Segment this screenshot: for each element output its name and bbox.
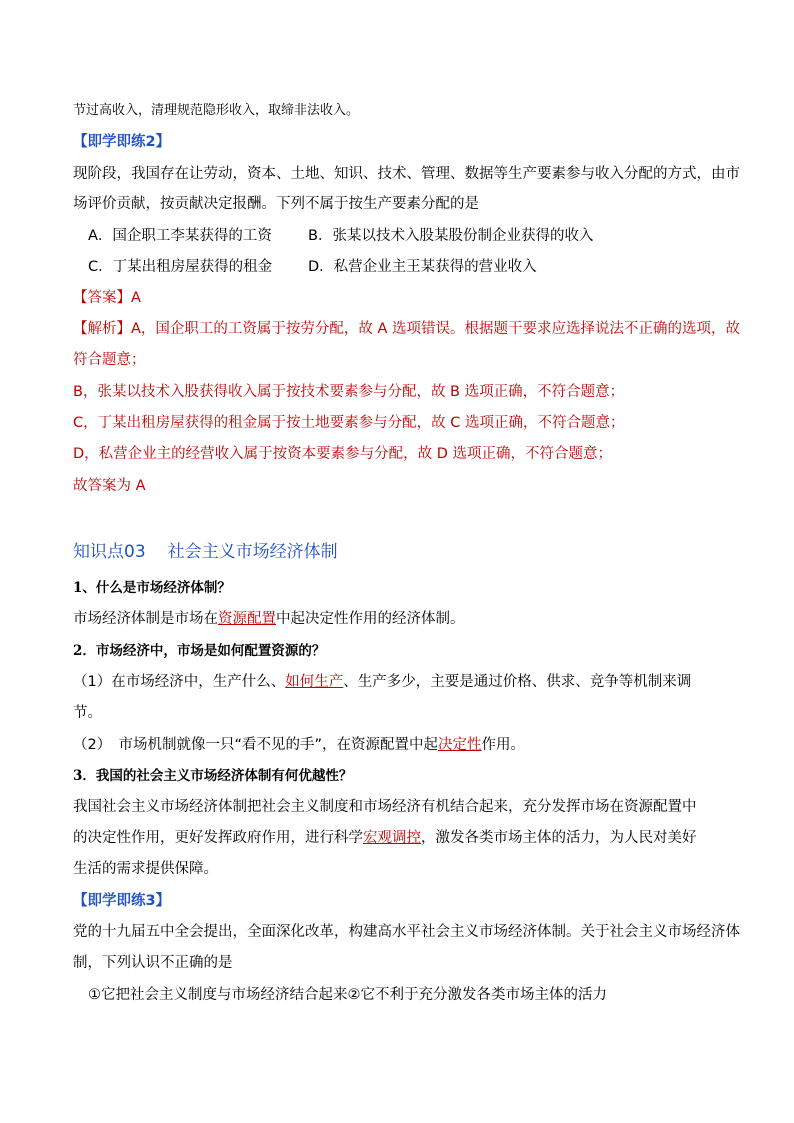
analysis-text: B，张某以技术入股获得收入属于按技术要素参与分配，故 B 选项正确，不符合题意； — [73, 384, 625, 400]
option-d: D．私营企业主王某获得的营业收入 — [308, 259, 537, 275]
answer: 【答案】A — [73, 290, 141, 306]
analysis-text: 故答案为 A — [73, 478, 146, 494]
practice-label: 【即学即练2】 — [73, 134, 171, 150]
text-span: 作用。 — [481, 737, 525, 753]
practice-label: 【即学即练3】 — [73, 893, 171, 909]
text-span: （1）在市场经济中，生产什么、 — [73, 674, 286, 690]
option-b: B．张某以技术入股某股份制企业获得的收入 — [308, 228, 594, 244]
statement-options: ①它把社会主义制度与市场经济结合起来②它不利于充分激发各类市场主体的活力 — [88, 987, 607, 1003]
knowledge-point-heading — [73, 542, 338, 562]
question-text: 党的十九届五中全会提出，全面深化改革，构建高水平社会主义市场经济体制。关于社会主义市场经济体 — [73, 924, 740, 940]
analysis-text: 符合题意； — [73, 352, 146, 368]
section-answer — [73, 735, 525, 755]
text-span: 中起决定性作用的经济体制。 — [276, 611, 465, 627]
text-span: 市场经济体制是市场在 — [73, 611, 218, 627]
underlined-keyword: 宏观调控 — [363, 830, 421, 846]
text-span: 、生产多少，主要是通过价格、供求、竞争等机制来调 — [343, 674, 692, 690]
analysis-text: D，私营企业主的经营收入属于按资本要素参与分配，故 D 选项正确，不符合题意； — [73, 446, 613, 462]
question-text: 现阶段，我国存在让劳动，资本、土地、知识、技术、管理、数据等生产要素参与收入分配的方式，由市 — [73, 166, 740, 182]
option-a: A．国企职工李某获得的工资 — [88, 228, 272, 244]
question-text: 场评价贡献，按贡献决定报酬。下列不属于按生产要素分配的是 — [73, 196, 479, 212]
section-answer: 生活的需求提供保障。 — [73, 861, 218, 877]
analysis-text: 【解析】A，国企职工的工资属于按劳分配，故 A 选项错误。根据题干要求应选择说法不正确的选项，故 — [73, 321, 741, 337]
section-question: 2．市场经济中，市场是如何配置资源的？ — [73, 643, 326, 659]
section-answer — [73, 672, 691, 692]
text-line: 节过高收入，清理规范隐形收入，取缔非法收入。 — [73, 103, 360, 118]
section-answer — [73, 828, 697, 848]
section-answer: 节。 — [73, 705, 102, 721]
section-answer: 我国社会主义市场经济体制把社会主义制度和市场经济有机结合起来，充分发挥市场在资源配置中 — [73, 799, 697, 815]
knowledge-point-number: 知识点03 — [73, 542, 146, 562]
underlined-keyword: 决定性 — [438, 737, 482, 753]
section-answer — [73, 609, 465, 629]
analysis-text: C，丁某出租房屋获得的租金属于按土地要素参与分配，故 C 选项正确，不符合题意； — [73, 415, 625, 431]
text-span: ，激发各类市场主体的活力，为人民对美好 — [421, 830, 697, 846]
text-span: 的决定性作用，更好发挥政府作用，进行科学 — [73, 830, 363, 846]
section-question: 3．我国的社会主义市场经济体制有何优越性？ — [73, 768, 353, 784]
knowledge-point-title: 社会主义市场经济体制 — [167, 542, 338, 562]
text-span: （2） 市场机制就像一只“看不见的手”，在资源配置中起 — [73, 737, 438, 753]
section-question: 1、什么是市场经济体制？ — [73, 580, 231, 596]
underlined-keyword: 资源配置 — [218, 611, 276, 627]
option-c: C．丁某出租房屋获得的租金 — [88, 259, 273, 275]
question-text: 制，下列认识不正确的是 — [73, 955, 233, 971]
underlined-keyword: 如何生产 — [285, 674, 344, 690]
